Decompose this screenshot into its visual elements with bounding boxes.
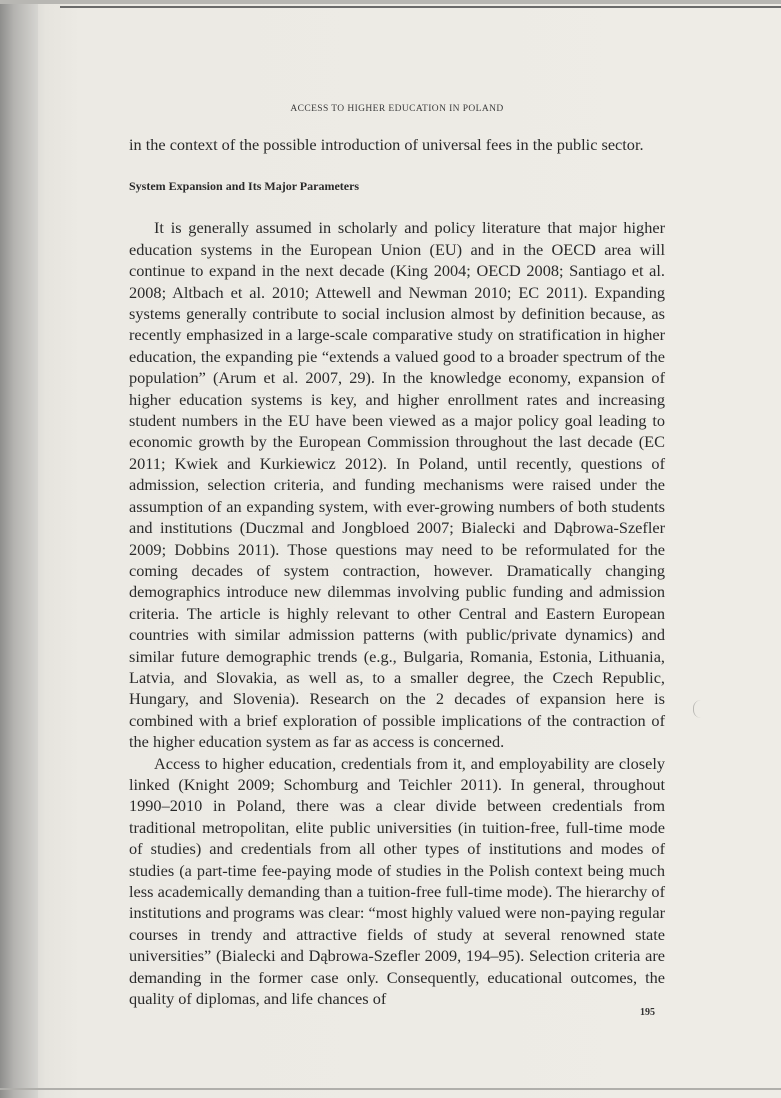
body-text xyxy=(129,134,665,1009)
paragraph: It is generally assumed in scholarly and policy literature that major higher education systems in the European Union (EU) and in the OECD area will continue to expand in the next decade (King 2004; OECD 2008; Santiago et al. 2008; Altbach et al. 2010; Attewell and Newman 2010; EC 2011). Expanding systems generally contribute to social inclusion almost by definition because, as recently emphasized in a large-scale comparative study on stratification in higher education, the expanding pie “extends a valued good to a broader spectrum of the population” (Arum et al. 2007, 29). In the knowledge economy, expansion of higher education systems is key, and higher enrollment rates and increasing student numbers in the EU have been viewed as a major policy goal leading to economic growth by the European Commission throughout the last decade (EC 2011; Kwiek and Kurkiewicz 2012). In Poland, until recently, questions of admission, selection criteria, and funding mechanisms were raised under the assumption of an expanding system, with ever-growing numbers of both students and institutions (Duczmal and Jongbloed 2007; Bialecki and Dąbrowa-Szefler 2009; Dobbins 2011). Those questions may need to be reformulated for the coming decades of system contraction, however. Dramatically changing demographics introduce new dilemmas involving public funding and admission criteria. The article is highly relevant to other Central and Eastern European countries with similar admission patterns (with public/private dynamics) and similar future demographic trends (e.g., Bulgaria, Romania, Estonia, Lithuania, Latvia, and Slovakia, as well as, to a smaller degree, the Czech Republic, Hungary, and Slovenia). Research on the 2 decades of expansion here is combined with a brief exploration of possible implications of the contraction of the higher education system as far as access is concerned. xyxy=(129,218,665,752)
top-edge xyxy=(0,0,781,4)
top-rule xyxy=(60,6,781,8)
running-head: ACCESS TO HIGHER EDUCATION IN POLAND xyxy=(290,104,504,114)
bottom-edge xyxy=(0,1088,781,1090)
paragraph: Access to higher education, credentials from it, and employability are closely linked (Knight 2009; Schomburg and Teichler 2011). In general, throughout 1990–2010 in Poland, there was a clear divide between credentials from traditional metropolitan, elite public universities (in tuition-free, full-time mode of studies) and credentials from all other types of institutions and modes of studies (a part-time fee-paying mode of studies in the Polish context being much less academically demanding than a tuition-free full-time mode). The hierarchy of institutions and programs was clear: “most highly valued were non-paying regular courses in trendy and attractive fields of study at several renowned state universities” (Bialecki and Dąbrowa-Szefler 2009, 194–95). Selection criteria are demanding in the former case only. Consequently, educational outcomes, the quality of diplomas, and life chances of xyxy=(129,753,665,1009)
section-heading: System Expansion and Its Major Parameters xyxy=(129,179,360,194)
opening-paragraph: in the context of the possible introduction of universal fees in the public sector. xyxy=(129,135,644,154)
page-number: 195 xyxy=(640,1007,655,1018)
page-spine-shadow xyxy=(0,0,38,1098)
margin-mark xyxy=(693,700,702,718)
